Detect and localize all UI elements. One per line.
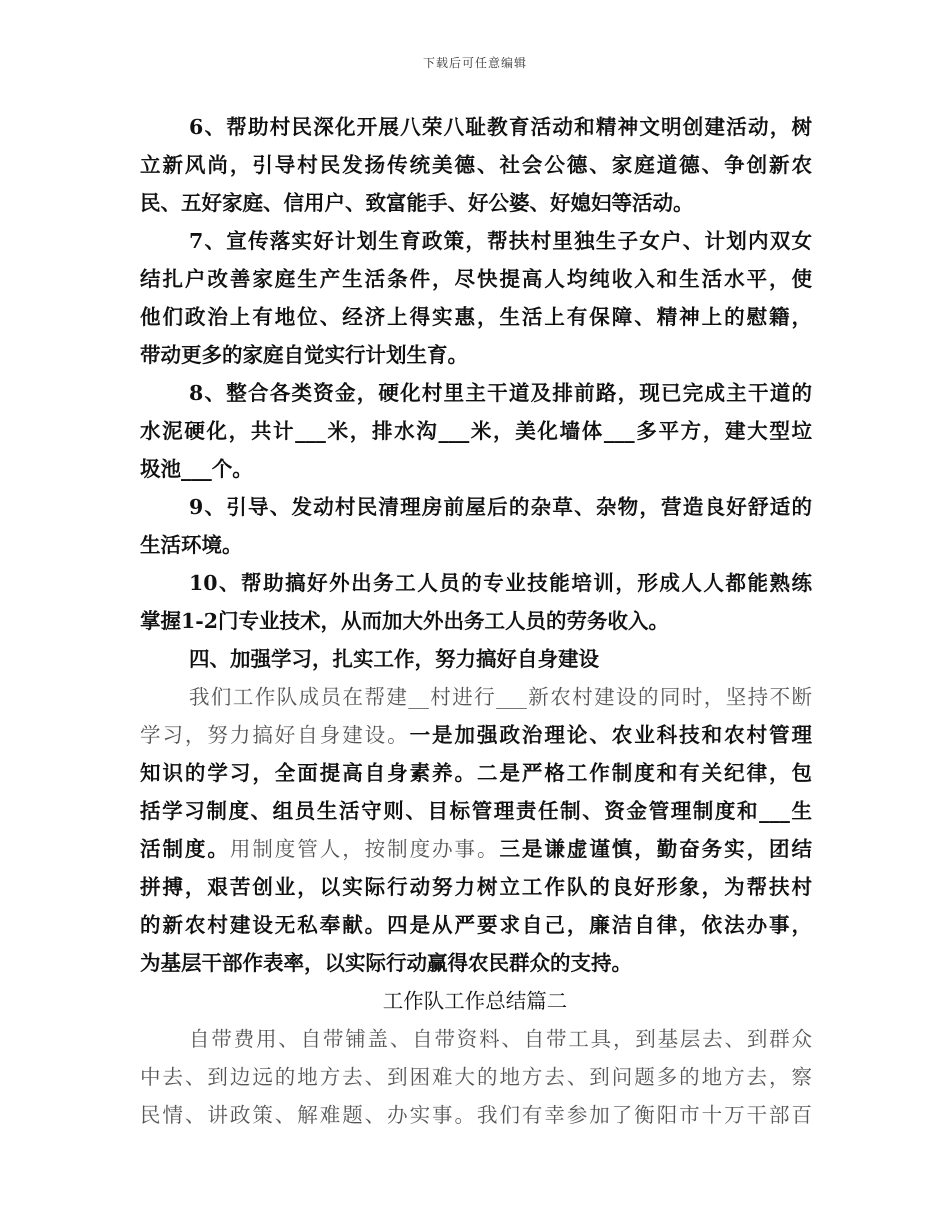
section-4-line-2a: 学习，努力搞好自身建设。 (140, 723, 410, 747)
item-8-line-2: 水泥硬化，共计___米，排水沟___米，美化墙体___多平方，建大型垃 (140, 419, 812, 443)
item-6-line-3: 民、五好家庭、信用户、致富能手、好公婆、好媳妇等活动。 (140, 191, 694, 215)
section-4-line-4: 括学习制度、组员生活守则、目标管理责任制、资金管理制度和___生 (140, 799, 812, 823)
page-header: 下载后可任意编辑 (422, 56, 527, 70)
item-7-line-4: 带动更多的家庭自觉实行计划生育。 (140, 343, 468, 367)
section-4-line-3: 知识的学习，全面提高自身素养。二是严格工作制度和有关纪律，包 (140, 761, 812, 785)
section-4-line-1: 我们工作队成员在帮建__村进行___新农村建设的同时，坚持不断 (189, 685, 812, 709)
section-4-line-5a: 活制度。 (140, 837, 230, 861)
part-2-line-1: 自带费用、自带铺盖、自带资料、自带工具，到基层去、到群众 (189, 1027, 812, 1051)
item-6-line-2: 立新风尚，引导村民发扬传统美德、社会公德、家庭道德、争创新农 (140, 153, 812, 177)
part-2-line-3: 民情、讲政策、解难题、办实事。我们有幸参加了衡阳市十万干部百 (140, 1103, 812, 1127)
item-10-line-2: 掌握1-2门专业技术，从而加大外出务工人员的劳务收入。 (140, 609, 670, 633)
section-4-line-8: 为基层干部作表率，以实际行动赢得农民群众的支持。 (140, 951, 632, 975)
part-2-line-2: 中去、到边远的地方去、到困难大的地方去、到问题多的地方去，察 (140, 1065, 812, 1089)
section-4-line-5c: 三是谦虚谨慎，勤奋务实，团结 (499, 837, 813, 861)
section-4-line-7: 的新农村建设无私奉献。四是从严要求自己，廉洁自律，依法办事， (140, 913, 812, 937)
section-4-line-2 (140, 720, 812, 750)
section-4-line-2b: 一是加强政治理论、农业科技和农村管理 (409, 723, 813, 747)
section-4-line-5b: 用制度管人，按制度办事。 (229, 837, 500, 861)
item-7-line-2: 结扎户改善家庭生产生活条件，尽快提高人均纯收入和生活水平，使 (140, 267, 812, 291)
item-8-line-3: 圾池___个。 (140, 457, 253, 481)
item-9-line-2: 生活环境。 (140, 533, 243, 557)
section-4-line-6: 拼搏，艰苦创业，以实际行动努力树立工作队的良好形象，为帮扶村 (140, 875, 812, 899)
item-7-line-1: 7、宣传落实好计划生育政策，帮扶村里独生子女户、计划内双女 (189, 229, 812, 253)
section-4-line-5 (140, 834, 812, 864)
item-8-line-1: 8、整合各类资金，硬化村里主干道及排前路，现已完成主干道的 (189, 381, 812, 405)
item-7-line-3: 他们政治上有地位、经济上得实惠，生活上有保障、精神上的慰籍， (140, 305, 812, 329)
item-9-line-1: 9、引导、发动村民清理房前屋后的杂草、杂物，营造良好舒适的 (189, 495, 812, 519)
section-4-heading: 四、加强学习，扎实工作，努力搞好自身建设 (189, 647, 599, 671)
part-2-title: 工作队工作总结篇二 (382, 989, 568, 1013)
item-6-line-1: 6、帮助村民深化开展八荣八耻教育活动和精神文明创建活动，树 (189, 115, 812, 139)
item-10-line-1: 10、帮助搞好外出务工人员的专业技能培训，形成人人都能熟练 (189, 571, 812, 595)
